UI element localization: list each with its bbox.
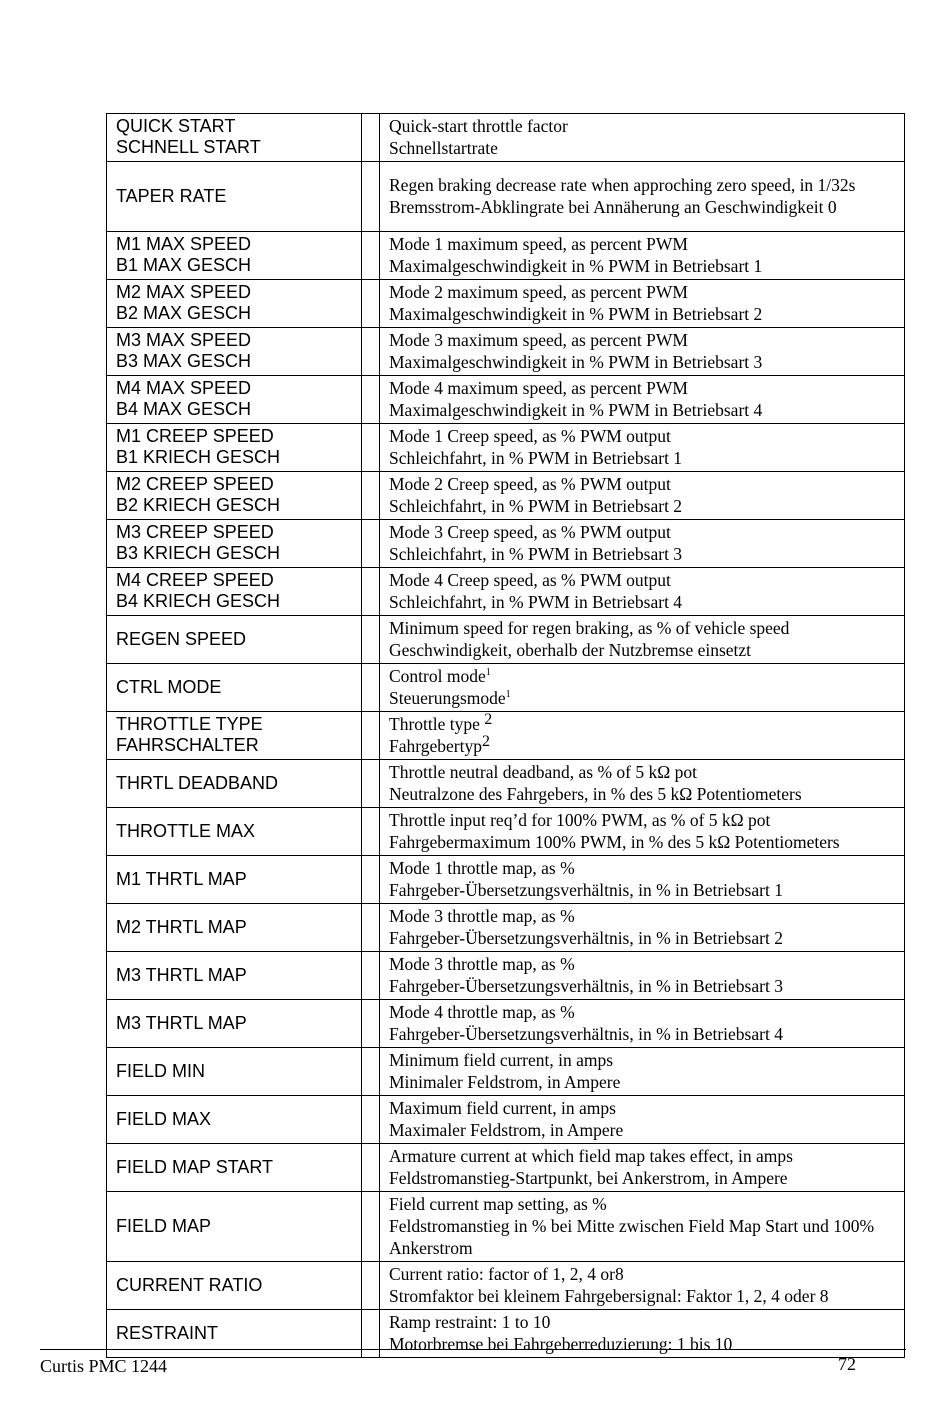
parameter-name: M4 MAX SPEED B4 MAX GESCH — [107, 376, 362, 424]
spacer-cell — [362, 904, 380, 952]
description-text: Mode 3 Creep speed, as % PWM output — [389, 522, 671, 542]
parameter-name: REGEN SPEED — [107, 616, 362, 664]
parameter-name: CURRENT RATIO — [107, 1262, 362, 1310]
table-row — [107, 760, 905, 808]
table-row — [107, 520, 905, 568]
spacer-cell — [362, 232, 380, 280]
table-row — [107, 376, 905, 424]
description-line — [389, 1263, 900, 1285]
description-line — [389, 953, 900, 975]
description-text: Mode 2 Creep speed, as % PWM output — [389, 474, 671, 494]
parameter-description — [380, 760, 905, 808]
spacer-cell — [362, 280, 380, 328]
spacer-cell — [362, 520, 380, 568]
spacer-cell — [362, 1096, 380, 1144]
parameter-name: M1 THRTL MAP — [107, 856, 362, 904]
footnote-marker: 1 — [505, 689, 511, 701]
description-line — [389, 617, 900, 639]
description-text: Bremsstrom-Abklingrate bei Annäherung an Geschwindigkeit 0 — [389, 197, 837, 217]
table-row — [107, 162, 905, 232]
spacer-cell — [362, 808, 380, 856]
description-text: Armature current at which field map takes effect, in amps — [389, 1146, 793, 1166]
spacer-cell — [362, 1144, 380, 1192]
description-line — [389, 174, 900, 196]
description-line — [389, 377, 900, 399]
parameter-description — [380, 520, 905, 568]
description-text: Quick-start throttle factor — [389, 116, 568, 136]
parameter-description — [380, 232, 905, 280]
description-text: Throttle input req’d for 100% PWM, as % of 5 kΩ pot — [389, 810, 771, 830]
parameter-description — [380, 1000, 905, 1048]
parameter-name: QUICK START SCHNELL START — [107, 114, 362, 162]
description-text: Throttle type — [389, 714, 485, 734]
description-line — [389, 137, 900, 159]
description-text: Minimum speed for regen braking, as % of vehicle speed — [389, 618, 790, 638]
parameter-description — [380, 280, 905, 328]
description-line — [389, 783, 900, 805]
description-line — [389, 1097, 900, 1119]
description-text: Schleichfahrt, in % PWM in Betriebsart 2 — [389, 496, 683, 516]
parameter-description — [380, 376, 905, 424]
parameter-description — [380, 952, 905, 1000]
table-row — [107, 280, 905, 328]
table-row — [107, 808, 905, 856]
description-text: Schleichfahrt, in % PWM in Betriebsart 1 — [389, 448, 683, 468]
spacer-cell — [362, 712, 380, 760]
parameter-name: CTRL MODE — [107, 664, 362, 712]
description-text: Fahrgeber-Übersetzungsverhältnis, in % in Betriebsart 3 — [389, 976, 783, 996]
description-line — [389, 639, 900, 661]
table-row — [107, 114, 905, 162]
description-line — [389, 831, 900, 853]
table-row — [107, 904, 905, 952]
description-line — [389, 1145, 900, 1167]
description-text: Mode 3 maximum speed, as percent PWM — [389, 330, 688, 350]
spacer-cell — [362, 952, 380, 1000]
parameter-name: THROTTLE MAX — [107, 808, 362, 856]
parameter-description — [380, 328, 905, 376]
spacer-cell — [362, 1192, 380, 1262]
footnote-marker: 1 — [485, 667, 491, 679]
spacer-cell — [362, 1262, 380, 1310]
description-line — [389, 569, 900, 591]
parameter-description — [380, 162, 905, 232]
description-line — [389, 591, 900, 613]
description-text: Regen braking decrease rate when approching zero speed, in 1/32s — [389, 175, 856, 195]
description-text: Mode 4 maximum speed, as percent PWM — [389, 378, 688, 398]
table-row — [107, 1262, 905, 1310]
description-text: Geschwindigkeit, oberhalb der Nutzbremse einsetzt — [389, 640, 752, 660]
description-text: Fahrgebertyp — [389, 736, 482, 756]
parameter-description — [380, 712, 905, 760]
parameter-description — [380, 1048, 905, 1096]
parameter-name: FIELD MAX — [107, 1096, 362, 1144]
parameter-name: M1 CREEP SPEED B1 KRIECH GESCH — [107, 424, 362, 472]
description-text: Maximum field current, in amps — [389, 1098, 616, 1118]
description-text: Schleichfahrt, in % PWM in Betriebsart 3 — [389, 544, 683, 564]
description-text: Mode 2 maximum speed, as percent PWM — [389, 282, 688, 302]
spacer-cell — [362, 568, 380, 616]
parameter-name: M2 MAX SPEED B2 MAX GESCH — [107, 280, 362, 328]
description-text: Mode 1 throttle map, as % — [389, 858, 575, 878]
table-row — [107, 1048, 905, 1096]
description-line — [389, 303, 900, 325]
description-line — [389, 115, 900, 137]
table-row — [107, 328, 905, 376]
description-line — [389, 255, 900, 277]
description-line — [389, 521, 900, 543]
table-row — [107, 1192, 905, 1262]
description-line — [389, 975, 900, 997]
description-text: Mode 4 Creep speed, as % PWM output — [389, 570, 671, 590]
description-text: Feldstromanstieg in % bei Mitte zwischen Field Map Start und 100% Ankerstrom — [389, 1216, 875, 1258]
spacer-cell — [362, 1000, 380, 1048]
description-line — [389, 905, 900, 927]
description-line — [389, 809, 900, 831]
description-line — [389, 473, 900, 495]
description-text: Mode 3 throttle map, as % — [389, 954, 575, 974]
description-line — [389, 713, 900, 735]
parameter-table-body — [107, 114, 905, 1358]
description-line — [389, 1023, 900, 1045]
spacer-cell — [362, 472, 380, 520]
spacer-cell — [362, 616, 380, 664]
description-text: Maximalgeschwindigkeit in % PWM in Betriebsart 1 — [389, 256, 763, 276]
spacer-cell — [362, 664, 380, 712]
description-line — [389, 1215, 900, 1259]
parameter-name: THRTL DEADBAND — [107, 760, 362, 808]
footnote-marker: 2 — [484, 711, 493, 728]
description-text: Stromfaktor bei kleinem Fahrgebersignal: Faktor 1, 2, 4 oder 8 — [389, 1286, 829, 1306]
table-row — [107, 616, 905, 664]
parameter-description — [380, 808, 905, 856]
description-text: Feldstromanstieg-Startpunkt, bei Ankerstrom, in Ampere — [389, 1168, 788, 1188]
description-line — [389, 233, 900, 255]
description-line — [389, 329, 900, 351]
description-text: Motorbremse bei Fahrgeberreduzierung: 1 bis 10 — [389, 1334, 733, 1354]
description-text: Schnellstartrate — [389, 138, 498, 158]
table-row — [107, 424, 905, 472]
description-line — [389, 857, 900, 879]
parameter-name: FIELD MAP — [107, 1192, 362, 1262]
description-text: Fahrgeber-Übersetzungsverhältnis, in % in Betriebsart 4 — [389, 1024, 783, 1044]
footer-title: Curtis PMC 1244 — [40, 1356, 168, 1376]
parameter-description — [380, 616, 905, 664]
parameter-name: TAPER RATE — [107, 162, 362, 232]
description-text: Ramp restraint: 1 to 10 — [389, 1312, 551, 1332]
description-text: Fahrgeber-Übersetzungsverhältnis, in % in Betriebsart 2 — [389, 928, 783, 948]
table-row — [107, 1000, 905, 1048]
spacer-cell — [362, 376, 380, 424]
spacer-cell — [362, 1048, 380, 1096]
description-line — [389, 1071, 900, 1093]
description-text: Maximalgeschwindigkeit in % PWM in Betriebsart 4 — [389, 400, 763, 420]
parameter-description — [380, 1144, 905, 1192]
description-text: Maximaler Feldstrom, in Ampere — [389, 1120, 624, 1140]
table-row — [107, 856, 905, 904]
spacer-cell — [362, 162, 380, 232]
description-text: Field current map setting, as % — [389, 1194, 607, 1214]
parameter-table — [106, 113, 905, 1358]
description-text: Mode 1 Creep speed, as % PWM output — [389, 426, 671, 446]
description-line — [389, 1285, 900, 1307]
table-row — [107, 472, 905, 520]
description-text: Control mode — [389, 666, 486, 686]
description-line — [389, 351, 900, 373]
table-row — [107, 712, 905, 760]
footer-rule — [40, 1349, 906, 1350]
description-line — [389, 665, 900, 687]
description-text: Schleichfahrt, in % PWM in Betriebsart 4 — [389, 592, 683, 612]
description-text: Fahrgebermaximum 100% PWM, in % des 5 kΩ Potentiometers — [389, 832, 840, 852]
parameter-description — [380, 1262, 905, 1310]
description-text: Steuerungsmode — [389, 688, 506, 708]
parameter-description — [380, 1310, 905, 1358]
description-line — [389, 399, 900, 421]
table-row — [107, 952, 905, 1000]
table-row — [107, 664, 905, 712]
description-line — [389, 1193, 900, 1215]
parameter-name: M2 CREEP SPEED B2 KRIECH GESCH — [107, 472, 362, 520]
description-line — [389, 1049, 900, 1071]
parameter-description — [380, 1096, 905, 1144]
description-line — [389, 1001, 900, 1023]
table-row — [107, 1144, 905, 1192]
description-text: Neutralzone des Fahrgebers, in % des 5 kΩ Potentiometers — [389, 784, 802, 804]
description-line — [389, 1119, 900, 1141]
footnote-marker: 2 — [482, 733, 490, 750]
description-text: Minimaler Feldstrom, in Ampere — [389, 1072, 621, 1092]
description-line — [389, 281, 900, 303]
description-text: Minimum field current, in amps — [389, 1050, 614, 1070]
description-line — [389, 927, 900, 949]
parameter-description — [380, 114, 905, 162]
parameter-name: FIELD MIN — [107, 1048, 362, 1096]
parameter-description — [380, 472, 905, 520]
parameter-name: THROTTLE TYPE FAHRSCHALTER — [107, 712, 362, 760]
parameter-description — [380, 568, 905, 616]
parameter-description — [380, 904, 905, 952]
description-line — [389, 687, 900, 709]
table-row — [107, 568, 905, 616]
parameter-name: M1 MAX SPEED B1 MAX GESCH — [107, 232, 362, 280]
parameter-name: RESTRAINT — [107, 1310, 362, 1358]
description-text: Current ratio: factor of 1, 2, 4 or8 — [389, 1264, 624, 1284]
spacer-cell — [362, 114, 380, 162]
description-line — [389, 543, 900, 565]
description-line — [389, 495, 900, 517]
description-text: Mode 4 throttle map, as % — [389, 1002, 575, 1022]
parameter-name: M3 THRTL MAP — [107, 1000, 362, 1048]
description-text: Throttle neutral deadband, as % of 5 kΩ pot — [389, 762, 697, 782]
parameter-description — [380, 856, 905, 904]
parameter-name: M3 MAX SPEED B3 MAX GESCH — [107, 328, 362, 376]
parameter-name: M2 THRTL MAP — [107, 904, 362, 952]
description-line — [389, 761, 900, 783]
spacer-cell — [362, 424, 380, 472]
description-text: Fahrgeber-Übersetzungsverhältnis, in % in Betriebsart 1 — [389, 880, 783, 900]
description-line — [389, 1311, 900, 1333]
description-line — [389, 447, 900, 469]
table-row — [107, 232, 905, 280]
description-line — [389, 196, 900, 218]
description-line — [389, 879, 900, 901]
description-text: Maximalgeschwindigkeit in % PWM in Betriebsart 3 — [389, 352, 763, 372]
page-number: 72 — [838, 1354, 856, 1374]
parameter-description — [380, 424, 905, 472]
parameter-name: M4 CREEP SPEED B4 KRIECH GESCH — [107, 568, 362, 616]
parameter-description — [380, 664, 905, 712]
table-row — [107, 1096, 905, 1144]
spacer-cell — [362, 760, 380, 808]
description-line — [389, 735, 900, 757]
description-text: Mode 1 maximum speed, as percent PWM — [389, 234, 688, 254]
parameter-name: M3 THRTL MAP — [107, 952, 362, 1000]
description-line — [389, 425, 900, 447]
parameter-name: M3 CREEP SPEED B3 KRIECH GESCH — [107, 520, 362, 568]
spacer-cell — [362, 1310, 380, 1358]
description-line — [389, 1167, 900, 1189]
table-row — [107, 1310, 905, 1358]
spacer-cell — [362, 856, 380, 904]
description-text: Mode 3 throttle map, as % — [389, 906, 575, 926]
parameter-name: FIELD MAP START — [107, 1144, 362, 1192]
description-text: Maximalgeschwindigkeit in % PWM in Betriebsart 2 — [389, 304, 763, 324]
parameter-description — [380, 1192, 905, 1262]
spacer-cell — [362, 328, 380, 376]
description-line — [389, 1333, 900, 1355]
